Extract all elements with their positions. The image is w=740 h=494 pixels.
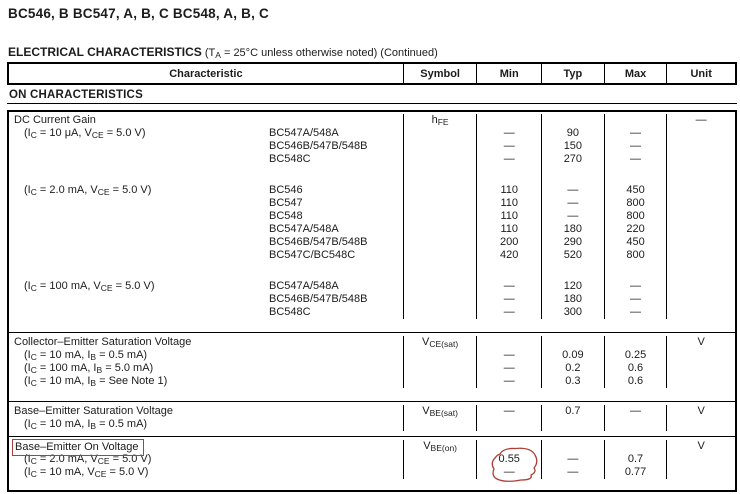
characteristic-cell: [9, 249, 403, 262]
max-cell: 220: [604, 223, 667, 236]
min-cell: —: [476, 466, 541, 479]
min-cell: —: [476, 153, 541, 166]
typ-cell: 120: [541, 280, 604, 293]
characteristic-cell: [9, 236, 403, 249]
table-section: [9, 332, 735, 401]
min-cell: 110: [476, 197, 541, 210]
table-row: [9, 375, 735, 388]
symbol-cell: [403, 184, 477, 197]
device-name: BC548: [269, 210, 303, 222]
max-cell: 0.77: [604, 466, 667, 479]
header-cell-max: Max: [604, 64, 667, 83]
section-label: ON CHARACTERISTICS: [9, 89, 143, 101]
typ-cell: 300: [541, 306, 604, 319]
min-cell: —: [476, 362, 541, 375]
unit-cell: [666, 210, 735, 223]
symbol-cell: [403, 453, 477, 466]
header-cell-characteristic: Characteristic: [169, 67, 243, 80]
table-row: [9, 306, 735, 319]
symbol-cell: [403, 262, 477, 280]
min-cell: —: [476, 127, 541, 140]
characteristic-cell: [9, 349, 403, 362]
test-condition: ($I_C = 100$ mA, $I_B = 5.0$ mA): [24, 362, 154, 375]
unit-cell: [666, 280, 735, 293]
device-name: BC547: [269, 197, 303, 209]
table-row: [9, 249, 735, 262]
min-cell: [476, 418, 541, 431]
device-name: BC547A/548A: [269, 223, 339, 235]
max-cell: —: [604, 293, 667, 306]
max-cell: —: [604, 306, 667, 319]
table-row: [9, 349, 735, 362]
max-cell: [604, 114, 667, 127]
max-cell: 0.6: [604, 375, 667, 388]
symbol-cell: [403, 223, 477, 236]
unit-cell: [666, 197, 735, 210]
device-name: BC546B/547B/548B: [269, 140, 368, 152]
test-condition: ($I_C = 10$ mA, $I_B$ = See Note 1): [24, 375, 168, 388]
device-name: BC547A/548A: [269, 280, 339, 292]
max-cell: [604, 166, 667, 184]
typ-cell: [541, 166, 604, 184]
symbol-cell: $V_{BE(sat)}$: [403, 405, 477, 418]
characteristic-cell: [9, 375, 403, 388]
typ-cell: —: [541, 453, 604, 466]
characteristic-cell: [9, 166, 403, 184]
typ-cell: 0.3: [541, 375, 604, 388]
table-row: [9, 184, 735, 197]
min-cell: [476, 114, 541, 127]
test-condition: ($I_C = 10$ mA, $I_B = 0.5$ mA): [24, 418, 148, 431]
device-name: BC546B/547B/548B: [269, 293, 368, 305]
table-row: [9, 127, 735, 140]
unit-cell: [666, 293, 735, 306]
min-cell: —: [476, 306, 541, 319]
test-condition: ($I_C = 10$ μA, $V_{CE} = 5.0$ V): [24, 127, 146, 140]
min-cell: —: [476, 375, 541, 388]
device-name: BC546: [269, 184, 303, 196]
table-section: [9, 436, 735, 490]
min-cell: [476, 336, 541, 349]
min-cell: [476, 453, 541, 466]
unit-cell: [666, 166, 735, 184]
max-cell: 800: [604, 197, 667, 210]
symbol-cell: [403, 210, 477, 223]
max-cell: —: [604, 140, 667, 153]
characteristic-cell: [9, 466, 403, 479]
table-row: [9, 280, 735, 293]
caption-bold: ELECTRICAL CHARACTERISTICS: [8, 45, 202, 59]
header-cell-min: Min: [476, 64, 541, 83]
max-cell: 800: [604, 210, 667, 223]
max-cell: [604, 418, 667, 431]
min-cell: 110: [476, 223, 541, 236]
symbol-cell: [403, 127, 477, 140]
section-divider-rule: [7, 103, 737, 104]
caption-conditions: ($T_A = 25^\circ C$ unless otherwise noted) (Continued): [201, 47, 438, 60]
min-cell: —: [476, 280, 541, 293]
min-cell: —: [476, 293, 541, 306]
table-row: [9, 153, 735, 166]
min-cell: 110: [476, 184, 541, 197]
test-condition: ($I_C = 10$ mA, $V_{CE} = 5.0$ V): [24, 466, 149, 479]
unit-cell: [666, 466, 735, 479]
column-header-table: [7, 62, 737, 85]
header-cell-symbol: Symbol: [403, 64, 477, 83]
device-name: BC548C: [269, 153, 311, 165]
characteristic-name: Base–Emitter Saturation Voltage: [14, 405, 173, 417]
max-cell: 800: [604, 249, 667, 262]
typ-cell: 290: [541, 236, 604, 249]
typ-cell: [541, 114, 604, 127]
unit-cell: [666, 349, 735, 362]
symbol-cell: [403, 375, 477, 388]
min-cell: —: [476, 349, 541, 362]
unit-cell: [666, 127, 735, 140]
spacer-row: [9, 262, 735, 280]
table-row: [9, 405, 735, 418]
unit-cell: V: [666, 336, 735, 349]
device-name: BC547C/BC548C: [269, 249, 356, 261]
characteristic-cell: [9, 362, 403, 375]
max-cell: [604, 262, 667, 280]
table-row: [9, 418, 735, 431]
symbol-cell: [403, 306, 477, 319]
header-cell-unit: Unit: [666, 64, 735, 83]
unit-cell: V: [666, 405, 735, 418]
test-condition: ($I_C = 100$ mA, $V_{CE} = 5.0$ V): [24, 280, 155, 293]
symbol-cell: [403, 153, 477, 166]
table-row: [9, 223, 735, 236]
unit-cell: [666, 223, 735, 236]
unit-cell: [666, 306, 735, 319]
unit-cell: [666, 418, 735, 431]
typ-cell: 0.7: [541, 405, 604, 418]
typ-cell: [541, 262, 604, 280]
unit-cell: [666, 236, 735, 249]
symbol-cell: $V_{BE(on)}$: [403, 440, 477, 453]
unit-cell: [666, 153, 735, 166]
max-cell: [604, 440, 667, 453]
typ-cell: 180: [541, 223, 604, 236]
characteristic-cell: [9, 210, 403, 223]
characteristic-cell: [9, 223, 403, 236]
unit-cell: [666, 453, 735, 466]
typ-cell: 270: [541, 153, 604, 166]
table-row: [9, 466, 735, 479]
typ-cell: [541, 440, 604, 453]
characteristic-cell: [9, 336, 403, 349]
characteristic-cell: [9, 153, 403, 166]
typ-cell: 180: [541, 293, 604, 306]
unit-cell: [666, 375, 735, 388]
characteristic-cell: [9, 418, 403, 431]
symbol-cell: [403, 236, 477, 249]
characteristic-cell: [9, 293, 403, 306]
unit-cell: V: [666, 440, 735, 453]
header-cell-typ: Typ: [541, 64, 604, 83]
characteristic-name: Collector–Emitter Saturation Voltage: [14, 336, 192, 348]
symbol-cell: [403, 140, 477, 153]
max-cell: 450: [604, 184, 667, 197]
min-cell: [476, 262, 541, 280]
table-row: [9, 210, 735, 223]
typ-cell: 0.2: [541, 362, 604, 375]
symbol-cell: [403, 418, 477, 431]
symbol-cell: [403, 293, 477, 306]
test-condition: ($I_C = 2.0$ mA, $V_{CE} = 5.0$ V): [24, 453, 152, 466]
max-cell: 450: [604, 236, 667, 249]
table-section: [9, 401, 735, 436]
max-cell: 0.7: [604, 453, 667, 466]
typ-cell: [541, 336, 604, 349]
max-cell: [604, 336, 667, 349]
symbol-cell: $V_{CE(sat)}$: [403, 336, 477, 349]
device-name: BC548C: [269, 306, 311, 318]
symbol-cell: [403, 280, 477, 293]
symbol-cell: [403, 466, 477, 479]
highlight-circle-annotation: 0.55: [499, 453, 520, 466]
table-caption: [8, 45, 438, 59]
max-cell: 0.6: [604, 362, 667, 375]
test-condition: ($I_C = 2.0$ mA, $V_{CE} = 5.0$ V): [24, 184, 152, 197]
min-cell: 200: [476, 236, 541, 249]
test-condition: ($I_C = 10$ mA, $I_B = 0.5$ mA): [24, 349, 148, 362]
device-name: BC546B/547B/548B: [269, 236, 368, 248]
unit-cell: [666, 184, 735, 197]
table-row: [9, 293, 735, 306]
characteristics-table: [7, 110, 737, 492]
table-row: [9, 114, 735, 127]
characteristic-cell: [9, 184, 403, 197]
symbol-cell: [403, 166, 477, 184]
symbol-cell: [403, 362, 477, 375]
unit-cell: [666, 262, 735, 280]
min-cell: —: [476, 405, 541, 418]
characteristic-cell: [9, 306, 403, 319]
min-cell: [476, 440, 541, 453]
symbol-cell: [403, 197, 477, 210]
typ-cell: 520: [541, 249, 604, 262]
typ-cell: 150: [541, 140, 604, 153]
max-cell: —: [604, 405, 667, 418]
typ-cell: —: [541, 184, 604, 197]
symbol-cell: [403, 349, 477, 362]
typ-cell: —: [541, 210, 604, 223]
typ-cell: [541, 418, 604, 431]
max-cell: —: [604, 153, 667, 166]
unit-cell: [666, 249, 735, 262]
min-cell: 420: [476, 249, 541, 262]
max-cell: —: [604, 127, 667, 140]
unit-cell: [666, 362, 735, 375]
table-row: [9, 236, 735, 249]
characteristic-cell: [9, 127, 403, 140]
characteristic-cell: [9, 405, 403, 418]
table-section: [9, 112, 735, 332]
unit-cell: [666, 140, 735, 153]
characteristic-cell: [9, 280, 403, 293]
page-title: BC546, B BC547, A, B, C BC548, A, B, C: [8, 6, 269, 21]
characteristic-cell: [9, 114, 403, 127]
characteristic-cell: [9, 140, 403, 153]
min-cell: —: [476, 140, 541, 153]
min-cell: 110: [476, 210, 541, 223]
spacer-row: [9, 166, 735, 184]
characteristic-cell: [9, 262, 403, 280]
characteristic-name: Base–Emitter On Voltage: [15, 441, 139, 453]
table-row: [9, 362, 735, 375]
characteristic-name: DC Current Gain: [14, 114, 96, 126]
symbol-cell: [403, 249, 477, 262]
characteristic-cell: [9, 440, 403, 453]
typ-cell: —: [541, 466, 604, 479]
typ-cell: 90: [541, 127, 604, 140]
symbol-cell: $h_{FE}$: [403, 114, 477, 127]
min-cell: [476, 166, 541, 184]
max-cell: —: [604, 280, 667, 293]
table-row: [9, 197, 735, 210]
characteristic-cell: [9, 197, 403, 210]
max-cell: 0.25: [604, 349, 667, 362]
unit-cell: —: [666, 114, 735, 127]
table-row: [9, 336, 735, 349]
typ-cell: 0.09: [541, 349, 604, 362]
table-row: [9, 440, 735, 453]
table-row: [9, 140, 735, 153]
highlight-box-annotation: [12, 439, 144, 456]
typ-cell: —: [541, 197, 604, 210]
device-name: BC547A/548A: [269, 127, 339, 139]
